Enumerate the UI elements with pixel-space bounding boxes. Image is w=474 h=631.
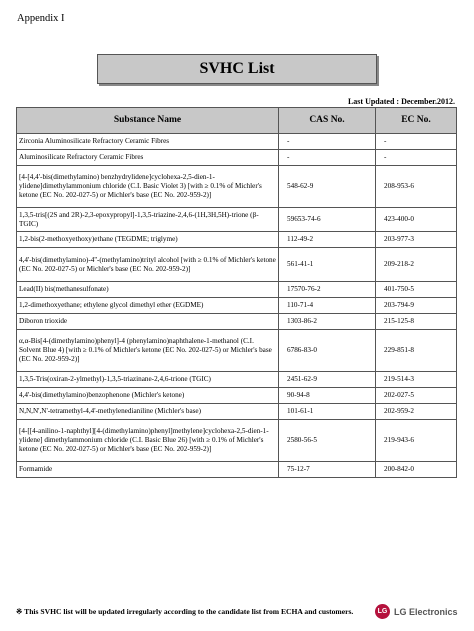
cas-no-cell: 6786-83-0 xyxy=(279,330,376,372)
table-row xyxy=(17,420,457,462)
ec-no-cell: 208-953-6 xyxy=(376,166,457,208)
substance-name-cell: Zirconia Aluminosilicate Refractory Ceramic Fibres xyxy=(17,134,279,150)
table-row xyxy=(17,298,457,314)
table-row xyxy=(17,232,457,248)
substance-name-cell: N,N,N',N'-tetramethyl-4,4'-methylenedianiline (Michler's base) xyxy=(17,404,279,420)
ec-no-cell: 401-750-5 xyxy=(376,282,457,298)
cas-no-cell: 548-62-9 xyxy=(279,166,376,208)
cas-no-cell: - xyxy=(279,150,376,166)
header-ec-no: EC No. xyxy=(376,108,457,134)
lg-logo xyxy=(375,604,458,619)
cas-no-cell: 17570-76-2 xyxy=(279,282,376,298)
substance-name-cell: 1,2-dimethoxyethane; ethylene glycol dimethyl ether (EGDME) xyxy=(17,298,279,314)
table-body xyxy=(17,134,457,478)
cas-no-cell: 1303-86-2 xyxy=(279,314,376,330)
appendix-label: Appendix I xyxy=(17,13,65,24)
table-row xyxy=(17,134,457,150)
cas-no-cell: 2451-62-9 xyxy=(279,372,376,388)
table-row xyxy=(17,282,457,298)
cas-no-cell: 110-71-4 xyxy=(279,298,376,314)
lg-logo-icon: LG xyxy=(375,604,390,619)
ec-no-cell: - xyxy=(376,134,457,150)
substance-name-cell: [4-[4,4'-bis(dimethylamino) benzhydrylidene]cyclohexa-2,5-dien-1-ylidene]dimethylammonium chloride (C.I. Basic Violet 3) [with ≥ 0.1% of Michler's ketone (EC No. 202-027-5) or Michler's base (EC No. 202-959-2)] xyxy=(17,166,279,208)
ec-no-cell: 209-218-2 xyxy=(376,248,457,282)
table-row xyxy=(17,372,457,388)
table-row xyxy=(17,150,457,166)
table-row xyxy=(17,208,457,232)
substance-name-cell: 1,3,5-tris[(2S and 2R)-2,3-epoxypropyl]-1,3,5-triazine-2,4,6-(1H,3H,5H)-trione (β-TGIC) xyxy=(17,208,279,232)
ec-no-cell: 215-125-8 xyxy=(376,314,457,330)
cas-no-cell: 2580-56-5 xyxy=(279,420,376,462)
ec-no-cell: 219-514-3 xyxy=(376,372,457,388)
table-row xyxy=(17,248,457,282)
substance-name-cell: 1,2-bis(2-methoxyethoxy)ethane (TEGDME; triglyme) xyxy=(17,232,279,248)
table-row xyxy=(17,166,457,208)
table-row xyxy=(17,404,457,420)
table-header-row xyxy=(17,108,457,134)
cas-no-cell: 101-61-1 xyxy=(279,404,376,420)
lg-logo-text: LG Electronics xyxy=(394,606,458,617)
ec-no-cell: 203-794-9 xyxy=(376,298,457,314)
table-row xyxy=(17,314,457,330)
substance-name-cell: Lead(II) bis(methanesulfonate) xyxy=(17,282,279,298)
header-substance-name: Substance Name xyxy=(17,108,279,134)
header-cas-no: CAS No. xyxy=(279,108,376,134)
ec-no-cell: - xyxy=(376,150,457,166)
svhc-table xyxy=(16,107,457,478)
ec-no-cell: 202-027-5 xyxy=(376,388,457,404)
substance-name-cell: Diboron trioxide xyxy=(17,314,279,330)
ec-no-cell: 202-959-2 xyxy=(376,404,457,420)
substance-name-cell: Formamide xyxy=(17,462,279,478)
ec-no-cell: 219-943-6 xyxy=(376,420,457,462)
ec-no-cell: 423-400-0 xyxy=(376,208,457,232)
table-row xyxy=(17,330,457,372)
cas-no-cell: 59653-74-6 xyxy=(279,208,376,232)
ec-no-cell: 200-842-0 xyxy=(376,462,457,478)
substance-name-cell: 4,4'-bis(dimethylamino)-4''-(methylamino)trityl alcohol [with ≥ 0.1% of Michler's ketone (EC No. 202-027-5) or Michler's base (EC No. 202-959-2)] xyxy=(17,248,279,282)
cas-no-cell: - xyxy=(279,134,376,150)
substance-name-cell: Aluminosilicate Refractory Ceramic Fibres xyxy=(17,150,279,166)
substance-name-cell: 4,4'-bis(dimethylamino)benzophenone (Michler's ketone) xyxy=(17,388,279,404)
footer-note: ※ This SVHC list will be updated irregularly according to the candidate list from ECHA and customers. xyxy=(16,607,354,616)
substance-name-cell: [4-[[4-anilino-1-naphthyl][4-(dimethylamino)phenyl]methylene]cyclohexa-2,5-dien-1-ylidene] dimethylammonium chloride (C.I. Basic Blue 26) [with ≥ 0.1% of Michler's ketone (EC No. 202-027-5) or Michler's base (EC No. 202-959-2)] xyxy=(17,420,279,462)
ec-no-cell: 203-977-3 xyxy=(376,232,457,248)
table-row xyxy=(17,462,457,478)
table-row xyxy=(17,388,457,404)
ec-no-cell: 229-851-8 xyxy=(376,330,457,372)
substance-name-cell: α,α-Bis[4-(dimethylamino)phenyl]-4 (phenylamino)naphthalene-1-methanol (C.I. Solvent Blue 4) [with ≥ 0.1% of Michler's ketone (EC No. 202-027-5) or Michler's base (EC No. 202-959-2)] xyxy=(17,330,279,372)
cas-no-cell: 75-12-7 xyxy=(279,462,376,478)
cas-no-cell: 112-49-2 xyxy=(279,232,376,248)
cas-no-cell: 561-41-1 xyxy=(279,248,376,282)
page-title: SVHC List xyxy=(97,54,377,84)
last-updated-text: Last Updated : December.2012. xyxy=(347,97,455,106)
substance-name-cell: 1,3,5-Tris(oxiran-2-ylmethyl)-1,3,5-triazinane-2,4,6-trione (TGIC) xyxy=(17,372,279,388)
cas-no-cell: 90-94-8 xyxy=(279,388,376,404)
